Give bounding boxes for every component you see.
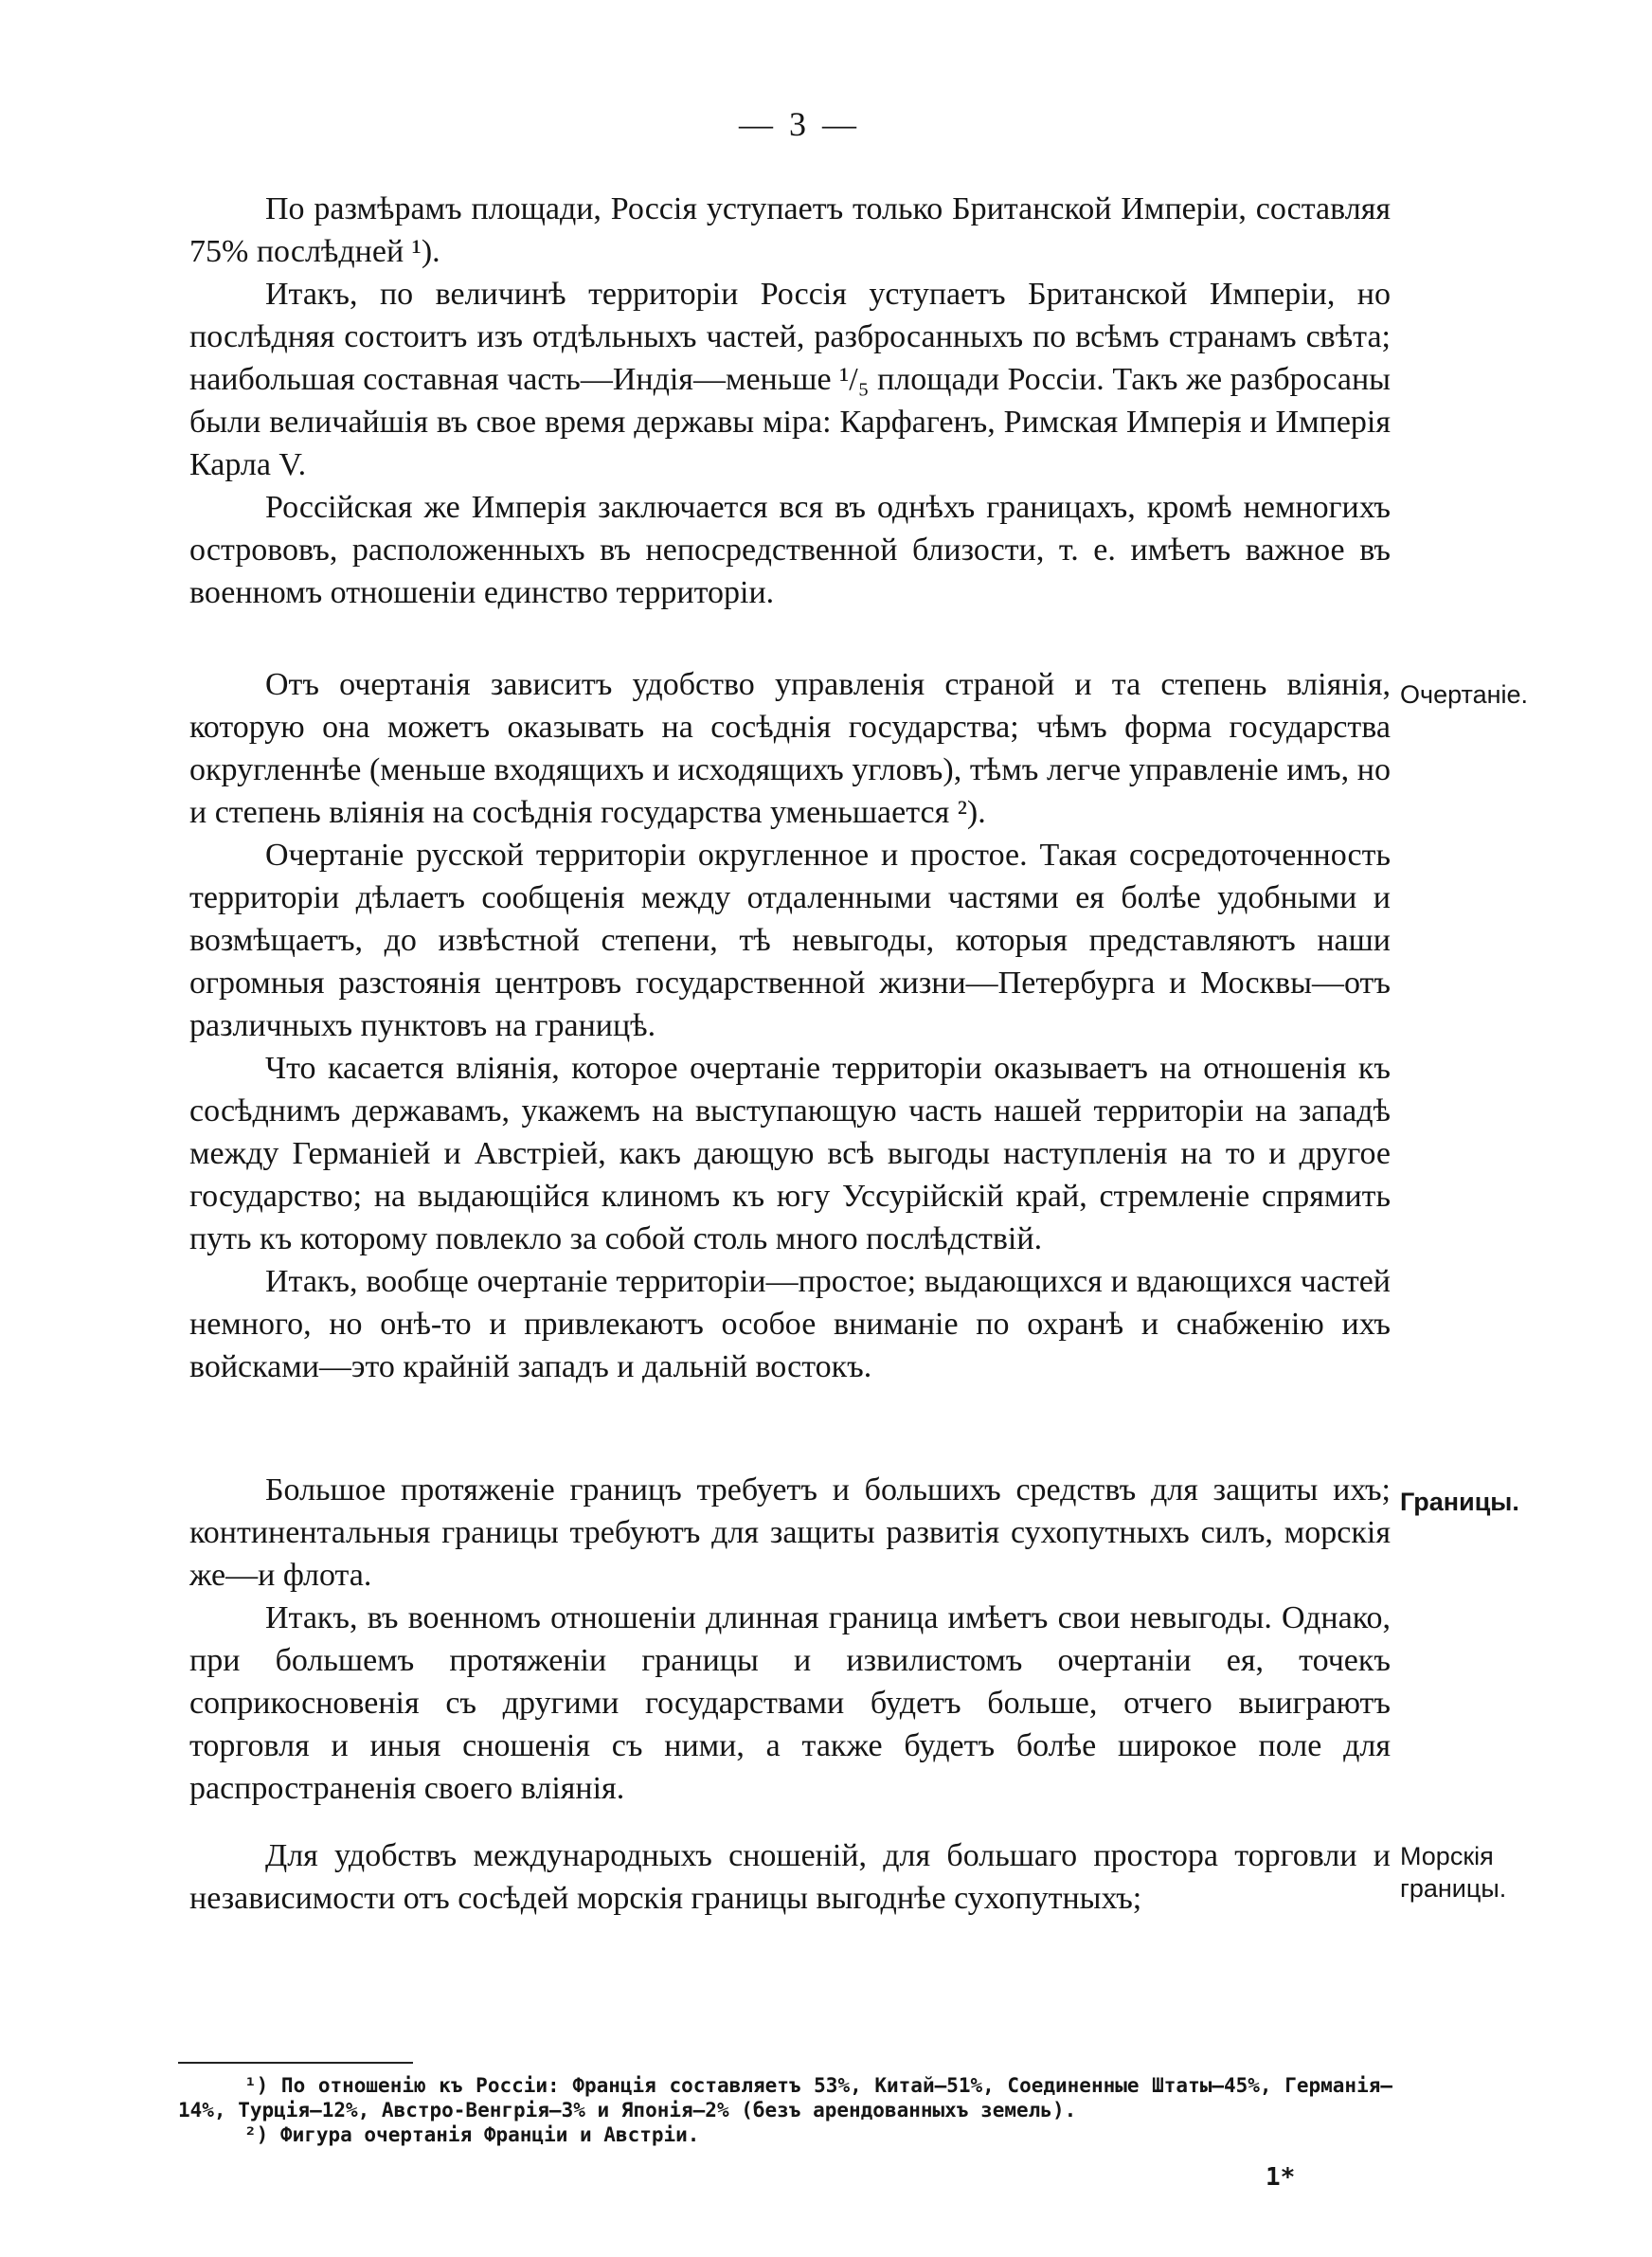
paragraph: По размѣрамъ площади, Россія уступаетъ только Британской Имперіи, составляя 75% послѣдней ¹). xyxy=(189,191,1391,269)
section-sea-borders xyxy=(189,1834,1391,1920)
section-borders xyxy=(189,1469,1391,1810)
section-area-intro xyxy=(189,188,1391,614)
paragraph: Итакъ, по величинѣ территоріи Россія уступаетъ Британской Имперіи, но послѣдняя состоитъ изъ отдѣльныхъ частей, разбросанныхъ по всѣмъ странамъ свѣта; наибольшая составная часть—Индія—меньше ¹/₅ площади Россіи. Такъ же разбросаны были величайшія въ свое время державы міра: Карфагенъ, Римская Имперія и Имперія Карла V. xyxy=(189,277,1391,482)
paragraph: Большое протяженіе границъ требуетъ и большихъ средствъ для защиты ихъ; континентальныя границы требуютъ для защиты развитія сухопутныхъ силъ, морскія же—и флота. xyxy=(189,1472,1391,1593)
paragraph: Итакъ, въ военномъ отношеніи длинная граница имѣетъ свои невыгоды. Однако, при большемъ протяженіи границы и извилистомъ очертаніи ея, точекъ соприкосновенія съ другими государствами будетъ больше, отчего выиграютъ торговля и иныя сношенія съ ними, а также будетъ болѣе широкое поле для распространенія своего вліянія. xyxy=(189,1600,1391,1806)
page-number: — 3 — xyxy=(739,105,860,143)
section-outline xyxy=(189,663,1391,1388)
footnotes xyxy=(178,2073,1392,2147)
paragraph: Очертаніе русской территоріи округленное и простое. Такая сосредоточенность территоріи дѣлаетъ сообщенія между отдаленными частями ея болѣе удобными и возмѣщаетъ, до извѣстной степени, тѣ невыгоды, которыя представляютъ наши огромныя разстоянія центровъ государственной жизни—Петербурга и Москвы—отъ различныхъ пунктовъ на границѣ. xyxy=(189,838,1391,1043)
footnote-1: ¹) По отношенію къ Россіи: Франція составляетъ 53%, Китай—51%, Соединенные Штаты—45%, Германія—14%, Турція—12%, Австро-Венгрія—3% и Японія—2% (безъ арендованныхъ земель). xyxy=(178,2074,1392,2122)
paragraph: Россійская же Имперія заключается вся въ однѣхъ границахъ, кромѣ немногихъ острововъ, расположенныхъ въ непосредственной близости, т. е. имѣетъ важное въ военномъ отношеніи единство территоріи. xyxy=(189,490,1391,610)
margin-note-sea-borders: Морскія границы. xyxy=(1400,1842,1507,1903)
margin-note-borders: Границы. xyxy=(1400,1488,1519,1516)
signature-mark: 1* xyxy=(1266,2163,1296,2192)
paragraph: Что касается вліянія, которое очертаніе территоріи оказываетъ на отношенія къ сосѣднимъ державамъ, укажемъ на выступающую часть нашей территоріи на западѣ между Германіей и Австріей, какъ дающую всѣ выгоды наступленія на то и другое государство; на выдающійся клиномъ къ югу Уссурійскій край, стремленіе спрямить путь къ которому повлекло за собой столь много послѣдствій. xyxy=(189,1051,1391,1256)
paragraph: Отъ очертанія зависитъ удобство управленія страной и та степень вліянія, которую она можетъ оказывать на сосѣднія государства; чѣмъ форма государства округленнѣе (меньше входящихъ и исходящихъ угловъ), тѣмъ легче управленіе имъ, но и степень вліянія на сосѣднія государства уменьшается ²). xyxy=(189,667,1391,830)
margin-note-outline: Очертаніе. xyxy=(1400,680,1529,709)
footnote-divider xyxy=(178,2062,413,2064)
paragraph: Для удобствъ международныхъ сношеній, для большаго простора торговли и независимости отъ сосѣдей морскія границы выгоднѣе сухопутныхъ; xyxy=(189,1838,1391,1916)
footnote-2: ²) Фигура очертанія Франціи и Австріи. xyxy=(244,2123,700,2146)
paragraph: Итакъ, вообще очертаніе территоріи—простое; выдающихся и вдающихся частей немного, но онѣ-то и привлекаютъ особое вниманіе по охранѣ и снабженію ихъ войсками—это крайній западъ и дальній востокъ. xyxy=(189,1264,1391,1384)
